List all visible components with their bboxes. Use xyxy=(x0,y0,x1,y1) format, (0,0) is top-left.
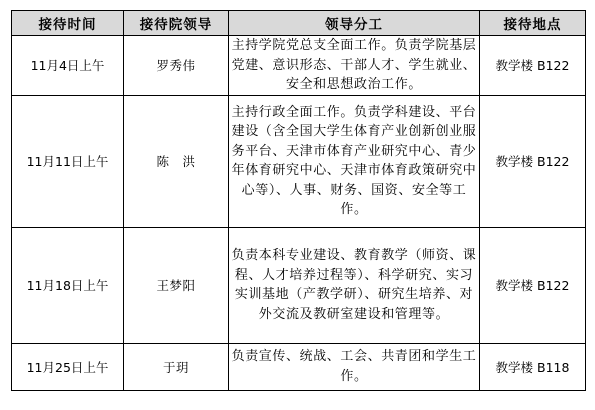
header-reception-leader: 接待院领导 xyxy=(124,11,229,36)
leader-name-cell: 于玥 xyxy=(124,343,229,390)
reception-place-cell: 教学楼 B118 xyxy=(480,343,586,390)
table-header xyxy=(12,11,586,36)
header-row xyxy=(12,11,586,36)
reception-time-cell: 11月11日上午 xyxy=(12,95,124,227)
reception-time-cell: 11月4日上午 xyxy=(12,36,124,96)
leader-duty-cell: 主持行政全面工作。负责学科建设、平台建设（含全国大学生体育产业创新创业服务平台、天津市体育产业研究中心、青少年体育研究中心、天津市体育政策研究中心等）、人事、财务、国资、安全等工作。 xyxy=(229,95,480,227)
leader-name-cell: 陈 洪 xyxy=(124,95,229,227)
header-reception-place: 接待地点 xyxy=(480,11,586,36)
reception-place-cell: 教学楼 B122 xyxy=(480,227,586,343)
table-row xyxy=(12,36,586,96)
table-row xyxy=(12,227,586,343)
table-body xyxy=(12,36,586,391)
leader-duty-cell: 主持学院党总支全面工作。负责学院基层党建、意识形态、干部人才、学生就业、安全和思想政治工作。 xyxy=(229,36,480,96)
header-leader-duties: 领导分工 xyxy=(229,11,480,36)
reception-time-cell: 11月25日上午 xyxy=(12,343,124,390)
header-reception-time: 接待时间 xyxy=(12,11,124,36)
reception-schedule-table xyxy=(11,10,586,391)
reception-place-cell: 教学楼 B122 xyxy=(480,36,586,96)
leader-name-cell: 罗秀伟 xyxy=(124,36,229,96)
leader-duty-cell: 负责宣传、统战、工会、共青团和学生工作。 xyxy=(229,343,480,390)
reception-time-cell: 11月18日上午 xyxy=(12,227,124,343)
leader-name-cell: 王梦阳 xyxy=(124,227,229,343)
reception-place-cell: 教学楼 B122 xyxy=(480,95,586,227)
leader-duty-cell: 负责本科专业建设、教育教学（师资、课程、人才培养过程等）、科学研究、实习实训基地（产教学研）、研究生培养、对外交流及教研室建设和管理等。 xyxy=(229,227,480,343)
table-row xyxy=(12,343,586,390)
table-row xyxy=(12,95,586,227)
